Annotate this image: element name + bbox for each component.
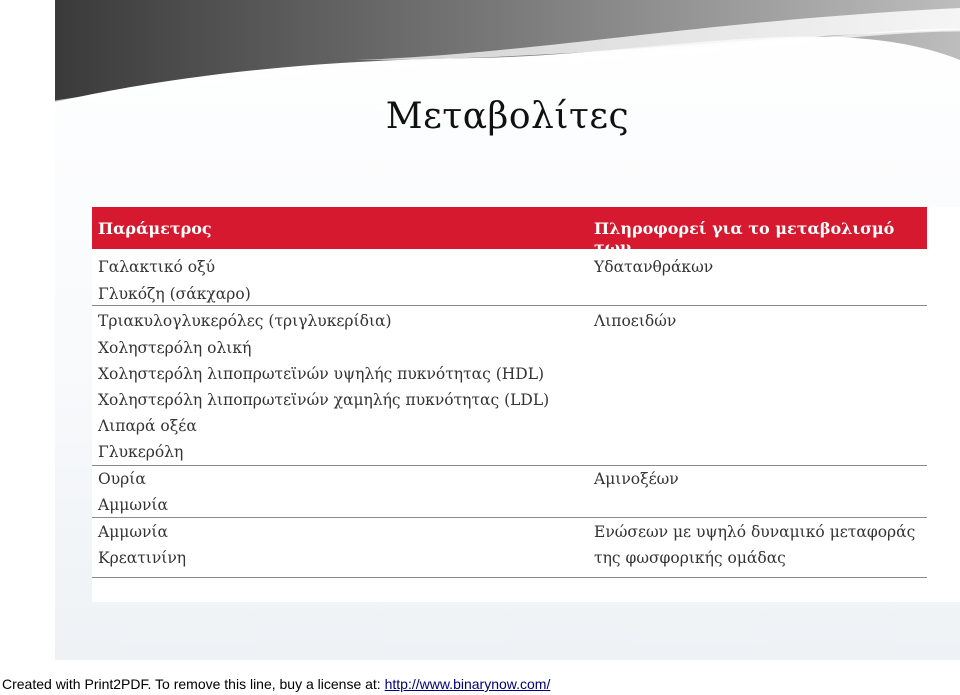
group-label: Υδατανθράκων <box>594 258 714 276</box>
table-row: Χοληστερόλη ολική <box>98 339 252 357</box>
table-row: Γαλακτικό οξύ <box>98 258 216 276</box>
row-divider <box>92 577 927 578</box>
table-row: Λιπαρά οξέα <box>98 417 197 435</box>
row-divider <box>92 517 927 518</box>
group-label: Ενώσεων με υψηλό δυναμικό μεταφοράς <box>594 523 916 541</box>
group-label: Λιποειδών <box>594 312 677 330</box>
table-row: Τριακυλογλυκερόλες (τριγλυκερίδια) <box>98 312 392 330</box>
group-label: της φωσφορικής ομάδας <box>594 549 786 567</box>
footer-link[interactable]: http://www.binarynow.com/ <box>384 676 551 692</box>
table-row: Κρεατινίνη <box>98 549 187 567</box>
header-parameter: Παράμετρος <box>98 219 212 238</box>
table-row: Γλυκόζη (σάκχαρο) <box>98 285 251 303</box>
row-divider <box>92 465 927 466</box>
table-header <box>92 207 927 257</box>
table-row: Χοληστερόλη λιποπρωτεϊνών υψηλής πυκνότητας (HDL) <box>98 365 545 383</box>
table-row: Χοληστερόλη λιποπρωτεϊνών χαμηλής πυκνότητας (LDL) <box>98 391 550 409</box>
row-divider <box>92 305 927 306</box>
table-row: Ουρία <box>98 470 146 488</box>
table-row: Γλυκερόλη <box>98 443 184 461</box>
footer-text: Created with Print2PDF. To remove this line, buy a license at: <box>2 676 385 692</box>
table-row: Αμμωνία <box>98 496 168 514</box>
slide-banner <box>55 0 960 105</box>
group-label: Αμινοξέων <box>594 470 679 488</box>
slide-title: Μεταβολίτες <box>385 96 630 137</box>
print2pdf-footer <box>0 674 960 695</box>
table-row: Αμμωνία <box>98 523 168 541</box>
metabolites-table <box>92 207 960 602</box>
header-metabolism: Πληροφορεί για το μεταβολισμό των <box>594 219 895 257</box>
